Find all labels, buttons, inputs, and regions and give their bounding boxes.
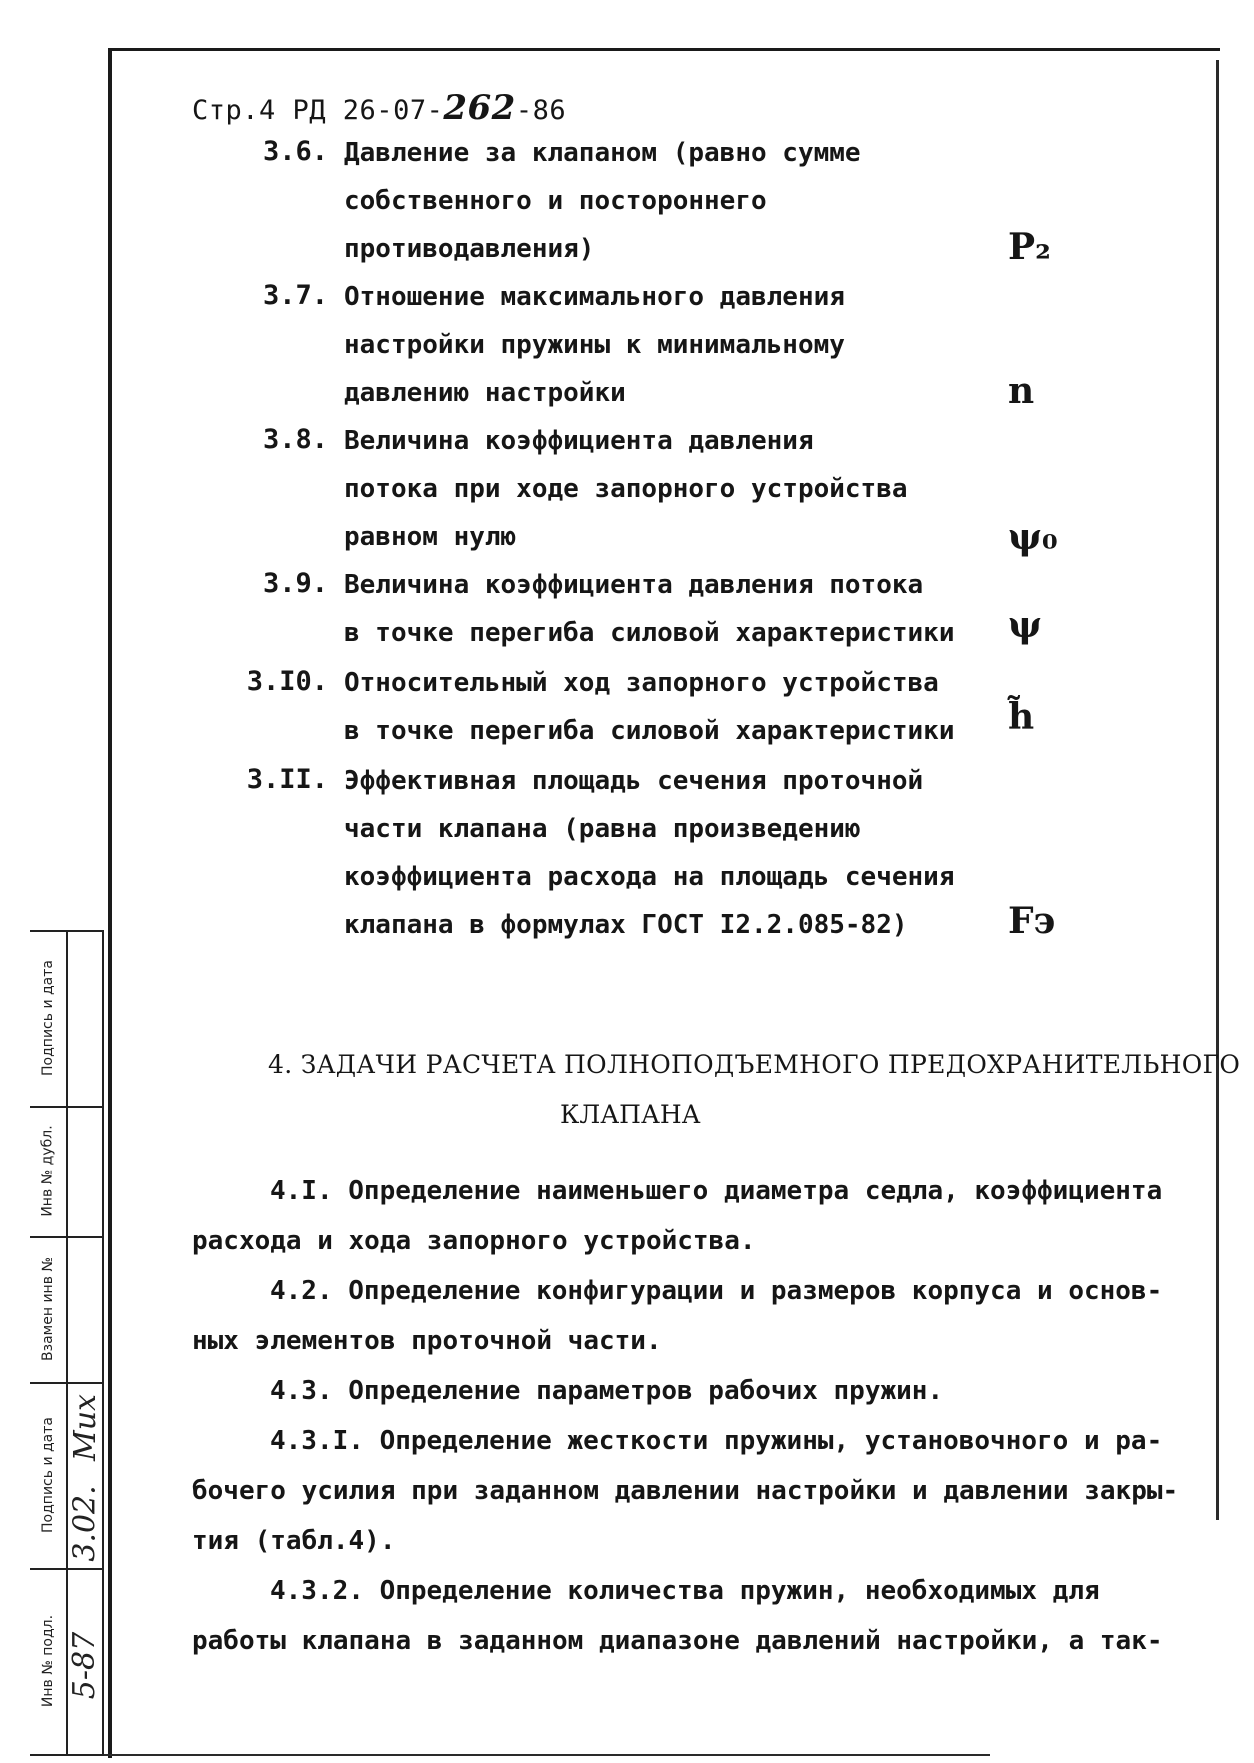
definition-line: Относительный ход запорного устройства bbox=[344, 668, 939, 698]
definition-symbol: Fэ bbox=[1008, 900, 1056, 942]
paragraph-line: ных элементов проточной части. bbox=[192, 1326, 662, 1356]
paragraph-line: 4.3.I. Определение жесткости пружины, установочного и ра- bbox=[270, 1426, 1163, 1456]
definition-number: 3.9. bbox=[262, 568, 328, 599]
definition-line: потока при ходе запорного устройства bbox=[344, 474, 908, 504]
definition-line: Величина коэффициента давления потока bbox=[344, 570, 924, 600]
definition-line: давлению настройки bbox=[344, 378, 626, 408]
handwritten-original-number: 5-87 bbox=[67, 1631, 103, 1699]
definition-symbol: ψ₀ bbox=[1008, 516, 1058, 558]
definition-line: настройки пружины к минимальному bbox=[344, 330, 845, 360]
stamp-label-original-number: Инв № подл. bbox=[40, 1614, 57, 1708]
page-frame-top bbox=[108, 48, 1220, 51]
definition-line: коэффициента расхода на площадь сечения bbox=[344, 862, 955, 892]
definition-line: собственного и постороннего bbox=[344, 186, 767, 216]
handwritten-date: 3.02. bbox=[67, 1484, 103, 1562]
definition-line: в точке перегиба силовой характеристики bbox=[344, 618, 955, 648]
definition-line: Отношение максимального давления bbox=[344, 282, 845, 312]
page-frame-bottom bbox=[30, 1754, 990, 1756]
paragraph-line: расхода и хода запорного устройства. bbox=[192, 1226, 756, 1256]
paragraph-4-1 bbox=[192, 1166, 1192, 1266]
definition-line: равном нулю bbox=[344, 522, 517, 552]
definition-number: 3.6. bbox=[262, 136, 328, 167]
header-doc-number: 262 bbox=[443, 88, 516, 128]
definition-line: Величина коэффициента давления bbox=[344, 426, 814, 456]
paragraph-line: тия (табл.4). bbox=[192, 1526, 396, 1556]
header-suffix: -86 bbox=[515, 95, 567, 126]
definition-symbol: n bbox=[1008, 370, 1035, 412]
stamp-divider bbox=[102, 930, 104, 1756]
paragraph-line: 4.3.2. Определение количества пружин, необходимых для bbox=[270, 1576, 1100, 1606]
stamp-label-duplicate-number: Инв № дубл. bbox=[40, 1125, 56, 1217]
definition-symbol: ψ bbox=[1008, 604, 1042, 646]
definition-number: 3.II. bbox=[246, 764, 328, 795]
header-prefix: Стр.4 РД 26-07- bbox=[192, 95, 444, 126]
stamp-label-signature-date: Подпись и дата bbox=[40, 1417, 56, 1533]
definition-number: 3.8. bbox=[262, 424, 328, 455]
definition-line: клапана в формулах ГОСТ I2.2.085-82) bbox=[344, 910, 908, 940]
paragraph-line: 4.2. Определение конфигурации и размеров корпуса и основ- bbox=[270, 1276, 1163, 1306]
paragraph-line: 4.I. Определение наименьшего диаметра седла, коэффициента bbox=[270, 1176, 1163, 1206]
paragraph-line: 4.3. Определение параметров рабочих пружин. bbox=[270, 1376, 944, 1406]
approval-stamp-column bbox=[30, 930, 102, 1756]
definition-number: 3.I0. bbox=[246, 666, 328, 697]
definition-number: 3.7. bbox=[262, 280, 328, 311]
paragraph-line: работы клапана в заданном диапазоне давлений настройки, а так- bbox=[192, 1626, 1163, 1656]
paragraph-4-3-1 bbox=[192, 1416, 1192, 1566]
section-title: 4. ЗАДАЧИ РАСЧЕТА ПОЛНОПОДЪЕМНОГО ПРЕДОХРАНИТЕЛЬНОГО bbox=[268, 1050, 1241, 1079]
paragraph-line: бочего усилия при заданном давлении настройки и давлении закры- bbox=[192, 1476, 1179, 1506]
stamp-divider bbox=[30, 1754, 104, 1756]
handwritten-signature: Мих bbox=[67, 1393, 103, 1461]
paragraph-4-2 bbox=[192, 1266, 1192, 1366]
stamp-label-signature-date: Подпись и дата bbox=[40, 960, 56, 1076]
paragraph-4-3 bbox=[192, 1366, 1192, 1416]
definition-line: Давление за клапаном (равно сумме bbox=[344, 138, 861, 168]
definition-line: части клапана (равна произведению bbox=[344, 814, 861, 844]
page-frame-left bbox=[108, 48, 112, 1758]
page-frame-right bbox=[1216, 60, 1219, 1520]
page-header bbox=[192, 88, 566, 128]
definition-symbol: h̃ bbox=[1008, 696, 1035, 738]
definition-line: Эффективная площадь сечения проточной bbox=[344, 766, 924, 796]
definition-line: в точке перегиба силовой характеристики bbox=[344, 716, 955, 746]
paragraph-4-3-2 bbox=[192, 1566, 1192, 1666]
definition-symbol: P₂ bbox=[1008, 226, 1051, 268]
definition-line: противодавления) bbox=[344, 234, 595, 264]
stamp-label-replacement-number: Взамен инв № bbox=[40, 1257, 57, 1361]
section-title-continued: КЛАПАНА bbox=[560, 1100, 701, 1129]
